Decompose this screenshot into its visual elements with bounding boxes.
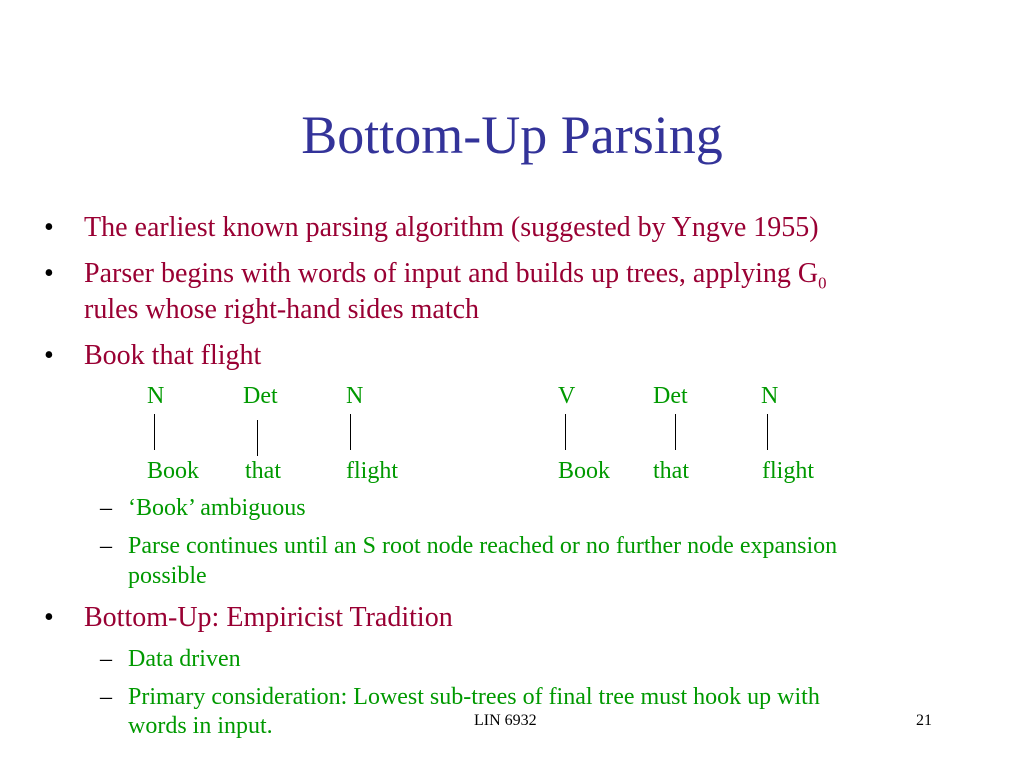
sub-bullet-dash: –: [100, 533, 112, 559]
sub-bullet-1-text: ‘Book’ ambiguous: [128, 495, 306, 521]
sub-bullet-dash: –: [100, 495, 112, 521]
tree-edge: [565, 414, 566, 450]
parse1-word-3: flight: [346, 458, 398, 484]
bullet-dot: •: [44, 258, 54, 289]
sub-bullet-dash: –: [100, 684, 112, 710]
parse2-word-3: flight: [762, 458, 814, 484]
parse2-word-2: that: [653, 458, 689, 484]
parse1-word-2: that: [245, 458, 281, 484]
parse1-tag-3: N: [346, 383, 364, 409]
tree-edge: [154, 414, 155, 450]
tree-edge: [767, 414, 768, 450]
bullet-dot: •: [44, 602, 54, 633]
bullet-2-subscript: 0: [818, 273, 827, 293]
slide-number: 21: [916, 712, 932, 729]
sub-bullet-2-line-2: possible: [128, 563, 207, 589]
sub-bullet-4-line-1: Primary consideration: Lowest sub-trees of final tree must hook up with: [128, 684, 820, 710]
tree-edge: [675, 414, 676, 450]
tree-edge: [257, 420, 258, 456]
parse1-word-1: Book: [147, 458, 200, 484]
footer-course: LIN 6932: [474, 712, 537, 729]
sub-bullet-2-line-1: Parse continues until an S root node reached or no further node expansion: [128, 533, 838, 559]
parse1-tag-2: Det: [243, 383, 278, 409]
parse2-tag-1: V: [558, 383, 576, 409]
bullet-dot: •: [44, 340, 54, 371]
bullet-4-text: Bottom-Up: Empiricist Tradition: [84, 602, 453, 633]
sub-bullet-dash: –: [100, 646, 112, 672]
sub-bullet-3-text: Data driven: [128, 646, 241, 672]
parse2-tag-2: Det: [653, 383, 688, 409]
slide-title: Bottom-Up Parsing: [301, 105, 723, 165]
bullet-1-text: The earliest known parsing algorithm (suggested by Yngve 1955): [84, 212, 819, 243]
parse2-word-1: Book: [558, 458, 611, 484]
tree-edge: [350, 414, 351, 450]
bullet-2-line-2: rules whose right-hand sides match: [84, 294, 480, 325]
bullet-3-text: Book that flight: [84, 340, 262, 371]
parse1-tag-1: N: [147, 383, 165, 409]
sub-bullet-4-line-2: words in input.: [128, 713, 273, 739]
bullet-dot: •: [44, 212, 54, 243]
bullet-2-text: Parser begins with words of input and builds up trees, applying G: [84, 258, 819, 289]
parse2-tag-3: N: [761, 383, 779, 409]
